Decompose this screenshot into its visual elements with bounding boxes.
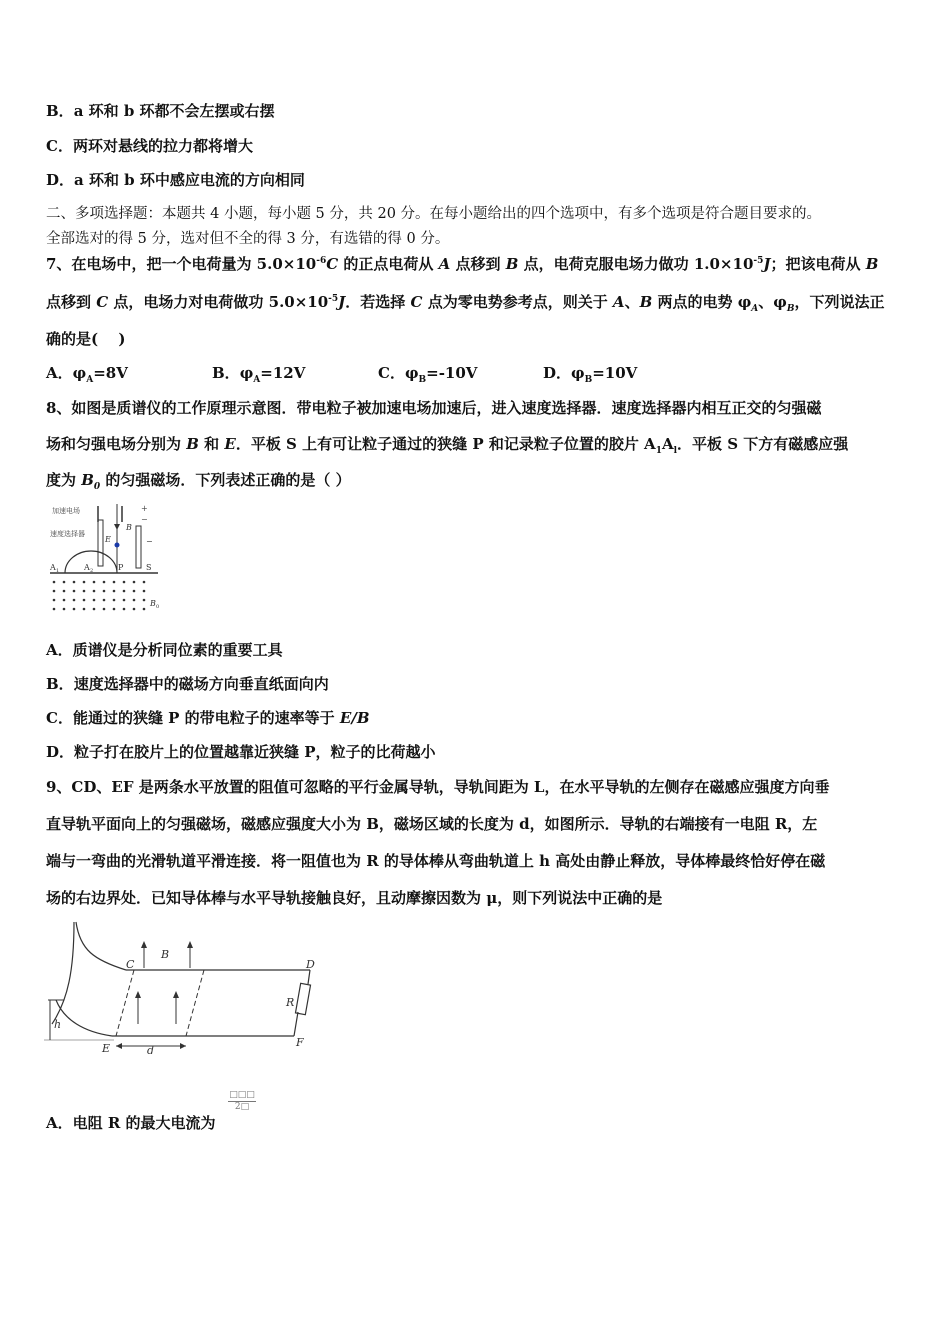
- svg-text:1: 1: [56, 568, 60, 574]
- q7-option-c: C．$\varphi_B=-10V$: [378, 364, 478, 385]
- svg-text:C: C: [126, 958, 135, 971]
- q9-line3: 端与一弯曲的光滑轨道平滑连接．将一阻值也为 R 的导体棒从弯曲轨道上 h 高处由静止释放，导体棒最终恰好停在磁: [46, 852, 826, 870]
- q7-option-b: B．$\varphi_A=12V$: [212, 364, 306, 385]
- svg-text:D: D: [306, 958, 315, 971]
- svg-text:B: B: [161, 948, 170, 961]
- svg-text:h: h: [54, 1018, 62, 1031]
- rail-figure: [44, 920, 324, 1060]
- q6-option-c: C．两环对悬线的拉力都将增大: [46, 137, 253, 155]
- svg-text:R: R: [286, 996, 295, 1009]
- q7-option-a: A．$\varphi_A=8V$: [46, 364, 128, 385]
- selector-label: 速度选择器: [50, 530, 85, 538]
- section2-line2: 全部选对的得 5 分，选对但不全的得 3 分，有选错的得 0 分。: [46, 231, 450, 247]
- section2-line1: 二、多项选择题：本题共 4 小题，每小题 5 分，共 20 分。在每小题给出的四个选项中，有多个选项是符合题目要求的。: [46, 206, 822, 222]
- q9-option-a-fraction: □□□ 2□: [229, 1090, 255, 1112]
- q9-option-a: A．电阻 R 的最大电流为: [46, 1114, 216, 1132]
- q9-line2: 直导轨平面向上的匀强磁场，磁感应强度大小为 B，磁场区域的长度为 d，如图所示．导轨的右端接有一电阻 R，左: [46, 815, 818, 833]
- svg-text:0: 0: [156, 604, 160, 610]
- svg-text:B: B: [150, 599, 156, 608]
- svg-text:−: −: [146, 537, 153, 546]
- q8-option-a: A．质谱仪是分析同位素的重要工具: [46, 641, 283, 659]
- q8-line2: 场和匀强电场分别为 B 和 E．平板 S 上有可让粒子通过的狭缝 P 和记录粒子位置的胶片 $A_1A_l$．平板 S 下方有磁感应强: [46, 435, 849, 456]
- q8-option-b: B．速度选择器中的磁场方向垂直纸面向内: [46, 675, 329, 693]
- q8-option-d: D．粒子打在胶片上的位置越靠近狭缝 P，粒子的比荷越小: [46, 743, 436, 761]
- q6-option-b: B．a 环和 b 环都不会左摆或右摆: [46, 102, 275, 120]
- svg-text:2: 2: [90, 568, 94, 574]
- svg-text:P: P: [118, 563, 124, 572]
- mass-spectrometer-figure: [46, 500, 174, 620]
- svg-text:A: A: [84, 563, 90, 572]
- svg-text:E: E: [102, 1042, 111, 1055]
- svg-text:+: +: [141, 504, 148, 513]
- q7-line1: 7、在电场中，把一个电荷量为 $5.0\times 10^{-6}C$ 的正点电荷从 A 点移到 B 点，电荷克服电场力做功 $1.0\times 10^{-5}J$；把该电荷从 B: [46, 255, 879, 273]
- accel-label: 加速电场: [52, 507, 80, 515]
- q8-line3: 度为 $B_0$ 的匀强磁场．下列表述正确的是（ ）: [46, 471, 351, 492]
- q9-line1: 9、CD、EF 是两条水平放置的阻值可忽略的平行金属导轨，导轨间距为 L，在水平导轨的左侧存在磁感应强度方向垂: [46, 778, 830, 796]
- q9-line4: 场的右边界处．已知导体棒与水平导轨接触良好，且动摩擦因数为 μ，则下列说法中正确的是: [46, 889, 663, 907]
- svg-text:E: E: [105, 535, 111, 544]
- magnetic-field-dots: [53, 581, 146, 611]
- svg-text:F: F: [296, 1036, 304, 1049]
- svg-text:A: A: [50, 563, 56, 572]
- svg-text:d: d: [147, 1044, 155, 1057]
- svg-text:−: −: [141, 515, 148, 524]
- svg-text:B: B: [126, 523, 132, 532]
- q6-option-d: D．a 环和 b 环中感应电流的方向相同: [46, 171, 305, 189]
- q7-option-d: D．$\varphi_B=10V$: [543, 364, 638, 385]
- q7-line2: 点移到 C 点，电场力对电荷做功 $5.0\times 10^{-5}J$．若选择 C 点为零电势参考点，则关于 A、B 两点的电势 $\varphi_A$、$\varphi_B$，下列说法正: [46, 293, 885, 314]
- q8-option-c: C．能通过的狭缝 P 的带电粒子的速率等于 E/B: [46, 709, 370, 727]
- q7-line3: 确的是( ): [46, 330, 126, 348]
- svg-text:S: S: [146, 563, 152, 572]
- q8-line1: 8、如图是质谱仪的工作原理示意图．带电粒子被加速电场加速后，进入速度选择器．速度选择器内相互正交的匀强磁: [46, 399, 822, 417]
